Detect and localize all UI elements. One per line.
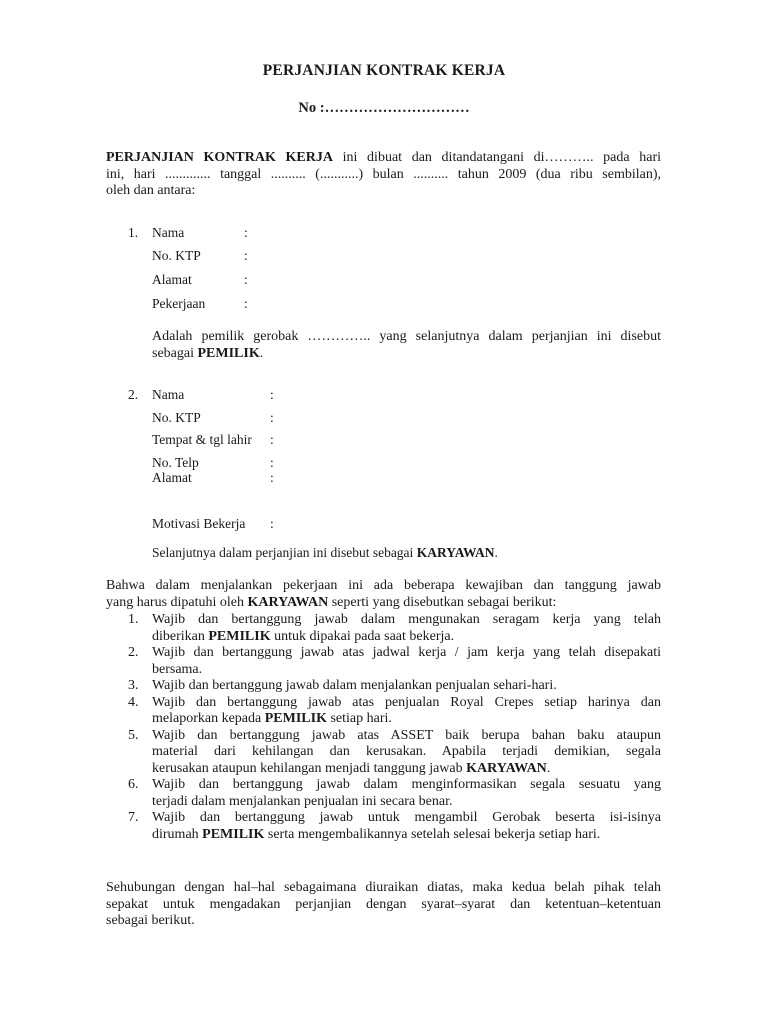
obligation-number: 7. (128, 810, 139, 825)
party2-field-label: No. KTP (152, 410, 201, 425)
party1-desc-line-1: Adalah pemilik gerobak ………….. yang selanjutnya dalam perjanjian ini disebut (152, 329, 661, 344)
obligation-item (106, 612, 661, 645)
obligation-item (106, 678, 661, 695)
obligation-item (106, 810, 661, 843)
party2-field-label: Motivasi Bekerja (152, 516, 246, 531)
obligation-number: 2. (128, 645, 139, 660)
party1-field-colon: : (244, 296, 248, 311)
party1-field-label: Pekerjaan (152, 296, 206, 311)
party2-field-label: Alamat (152, 470, 192, 485)
obligation-line: terjadi dalam menjalankan penjualan ini secara benar. (152, 793, 453, 809)
party2-field-label: No. Telp (152, 455, 199, 470)
obligation-line: Wajib dan bertanggung jawab dalam mengunakan seragam kerja yang telah (152, 612, 661, 627)
intro-line-3: oleh dan antara: (106, 183, 196, 198)
party1-field-label: No. KTP (152, 248, 201, 263)
obligation-line: Wajib dan bertanggung jawab dalam menginformasikan segala sesuatu yang (152, 777, 661, 792)
party2-field-colon: : (270, 455, 274, 470)
party1-field-colon: : (244, 272, 248, 287)
obligation-number: 6. (128, 777, 139, 792)
intro-paragraph (106, 150, 661, 200)
closing-paragraph (106, 880, 661, 930)
obligation-number: 3. (128, 678, 139, 693)
obligation-line: Wajib dan bertanggung jawab atas jadwal kerja / jam kerja yang telah disepakati (152, 645, 661, 660)
closing-line-1: Sehubungan dengan hal–hal sebagaimana diuraikan diatas, maka kedua belah pihak telah (106, 880, 661, 895)
obligation-number: 4. (128, 694, 139, 710)
closing-line-2: sepakat untuk mengadakan perjanjian dengan syarat–syarat dan ketentuan–ketentuan (106, 896, 661, 912)
obligation-item (106, 728, 661, 778)
obligations-intro-line-1: Bahwa dalam menjalankan pekerjaan ini ada beberapa kewajiban dan tanggung jawab (106, 578, 661, 593)
party2-field-label: Nama (152, 387, 185, 402)
intro-line-2: ini, hari ............. tanggal .......... (...........) bulan .......... tahun 2009 (dua ribu sembilan), (106, 166, 661, 182)
party1-desc-line-2: sebagai PEMILIK. (152, 345, 264, 361)
party2-field-colon: : (270, 387, 274, 402)
party2-number: 2. (128, 387, 139, 402)
obligation-line: diberikan PEMILIK untuk dipakai pada saat bekerja. (152, 628, 455, 644)
document-title: PERJANJIAN KONTRAK KERJA (262, 62, 506, 79)
obligation-line: Wajib dan bertanggung jawab untuk mengambil Gerobak beserta isi-isinya (152, 810, 661, 825)
party2-field-colon: : (270, 516, 274, 531)
obligation-line: kerusakan ataupun kehilangan menjadi tanggung jawab KARYAWAN. (152, 760, 551, 776)
party1-field-colon: : (244, 248, 248, 263)
obligation-line: Wajib dan bertanggung jawab dalam menjalankan penjualan sehari-hari. (152, 678, 557, 693)
obligation-line: melaporkan kepada PEMILIK setiap hari. (152, 711, 392, 726)
party2-field-label: Tempat & tgl lahir (152, 432, 252, 447)
obligations-intro-line-2: yang harus dipatuhi oleh KARYAWAN seperti yang disebutkan sebagai berikut: (106, 594, 557, 610)
party2-field-colon: : (270, 470, 274, 485)
obligation-item (106, 695, 661, 728)
party1-field-colon: : (244, 225, 248, 240)
obligation-item (106, 777, 661, 810)
obligations-intro (106, 578, 661, 611)
obligation-line: bersama. (152, 661, 203, 677)
intro-line-1: PERJANJIAN KONTRAK KERJA ini dibuat dan ditandatangani di……….. pada hari (106, 150, 662, 165)
party1-description (152, 329, 661, 362)
obligation-line: material dari kehilangan dan kerusakan. Apabila terjadi demikian, segala (152, 744, 661, 759)
party2-field-colon: : (270, 432, 274, 447)
obligation-line: Wajib dan bertanggung jawab atas ASSET baik berupa bahan baku ataupun (152, 727, 661, 743)
obligation-number: 5. (128, 727, 139, 743)
party1-field-label: Nama (152, 225, 185, 240)
obligation-number: 1. (128, 612, 139, 627)
party2-description: Selanjutnya dalam perjanjian ini disebut sebagai KARYAWAN. (152, 545, 498, 560)
party1-number: 1. (128, 225, 139, 240)
obligations-list (106, 612, 661, 843)
party2-field-colon: : (270, 410, 274, 425)
obligation-line: Wajib dan bertanggung jawab atas penjualan Royal Crepes setiap harinya dan (152, 694, 661, 710)
party1-field-label: Alamat (152, 272, 192, 287)
closing-line-3: sebagai berikut. (106, 913, 195, 928)
obligation-item (106, 645, 661, 678)
document-number: No :………………………… (298, 100, 470, 116)
obligation-line: dirumah PEMILIK serta mengembalikannya setelah selesai bekerja setiap hari. (152, 826, 601, 842)
